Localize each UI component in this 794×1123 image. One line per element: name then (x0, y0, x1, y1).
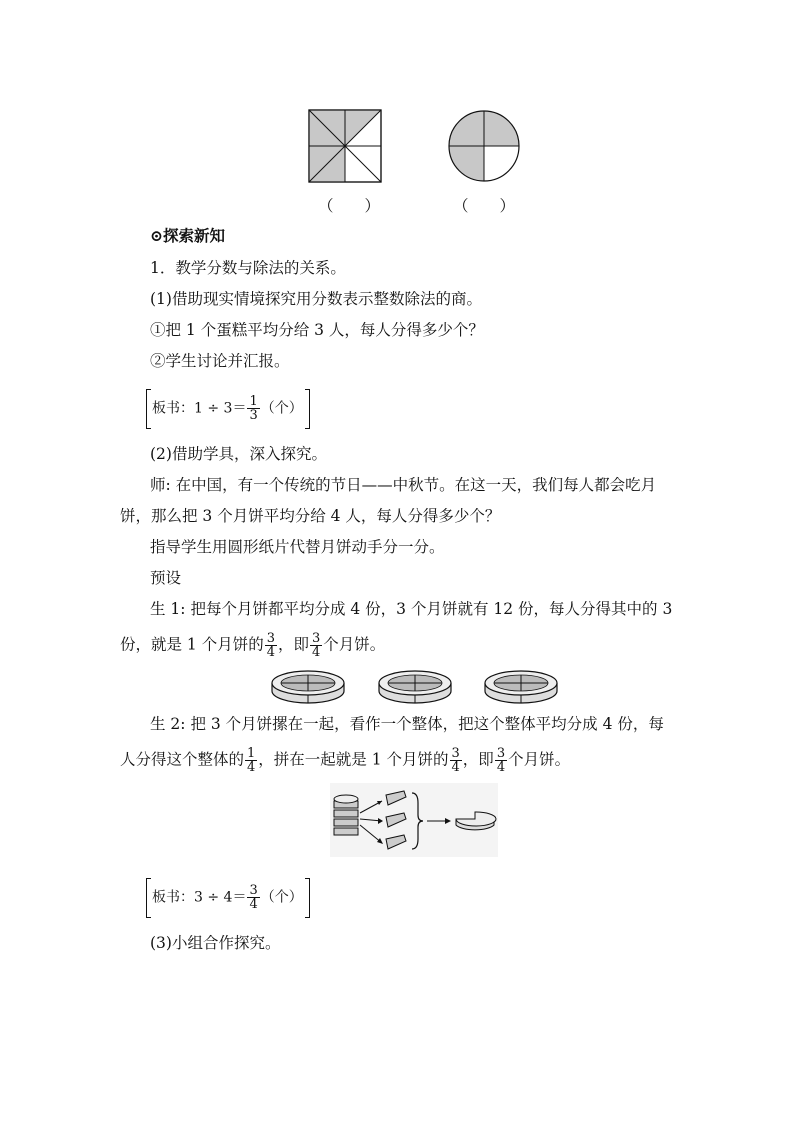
circle-answer-blank: （ ） (453, 197, 516, 215)
mooncake-stack-icon (334, 795, 358, 835)
board-note-1: 板书：1 ÷ 3＝ $\frac{1}{3}$ （个） (152, 394, 303, 423)
line-7: 指导学生用圆形纸片代替月饼动手分一分。 (150, 538, 445, 556)
circle-figure (448, 110, 520, 182)
line-6a: 师: 在中国，有一个传统的节日——中秋节。在这一天，我们每人都会吃月 (150, 476, 657, 494)
student-2-line-a: 生 2: 把 3 个月饼摞在一起，看作一个整体，把这个整体平均分成 4 份，每 (150, 715, 664, 733)
mooncake-quartered-1-icon (270, 667, 346, 705)
board-bracket-left-2 (146, 878, 151, 918)
line-6b: 饼，那么把 3 个月饼平均分给 4 人，每人分得多少个？ (120, 507, 501, 525)
mooncake-stack-diagram (330, 783, 498, 857)
board-bracket-right (305, 389, 310, 429)
square-answer-blank: （ ） (318, 197, 381, 215)
line-2: (1)借助现实情境探究用分数表示整数除法的商。 (150, 290, 482, 308)
student-1-line-b: 份，就是 1 个月饼的 $\frac{3}{4}$ ，即 $\frac{3}{4}$ 个月饼。 (120, 631, 386, 660)
square-figure (309, 110, 381, 182)
line-1: 1．教学分数与除法的关系。 (150, 259, 346, 277)
board-bracket-left (146, 389, 151, 429)
section-heading: ⊙探索新知 (150, 226, 226, 245)
circle-dot-icon: ⊙ (150, 226, 163, 245)
line-8: 预设 (150, 569, 182, 587)
board-note-2: 板书：3 ÷ 4＝ $\frac{3}{4}$ （个） (152, 883, 303, 912)
board-bracket-right-2 (305, 878, 310, 918)
line-4: ②学生讨论并汇报。 (150, 352, 290, 370)
line-9: (3)小组合作探究。 (150, 934, 281, 952)
mooncake-quartered-2-icon (377, 667, 453, 705)
student-1-line-a: 生 1: 把每个月饼都平均分成 4 份，3 个月饼就有 12 份，每人分得其中的 3 (150, 600, 673, 618)
line-5: (2)借助学具，深入探究。 (150, 445, 327, 463)
line-3: ①把 1 个蛋糕平均分给 3 人，每人分得多少个？ (150, 321, 484, 339)
student-2-line-b: 人分得这个整体的 $\frac{1}{4}$ ，拼在一起就是 1 个月饼的 $\frac{3}{4}$ ，即 $\frac{3}{4}$ 个月饼。 (120, 746, 571, 775)
mooncake-quartered-3-icon (483, 667, 559, 705)
